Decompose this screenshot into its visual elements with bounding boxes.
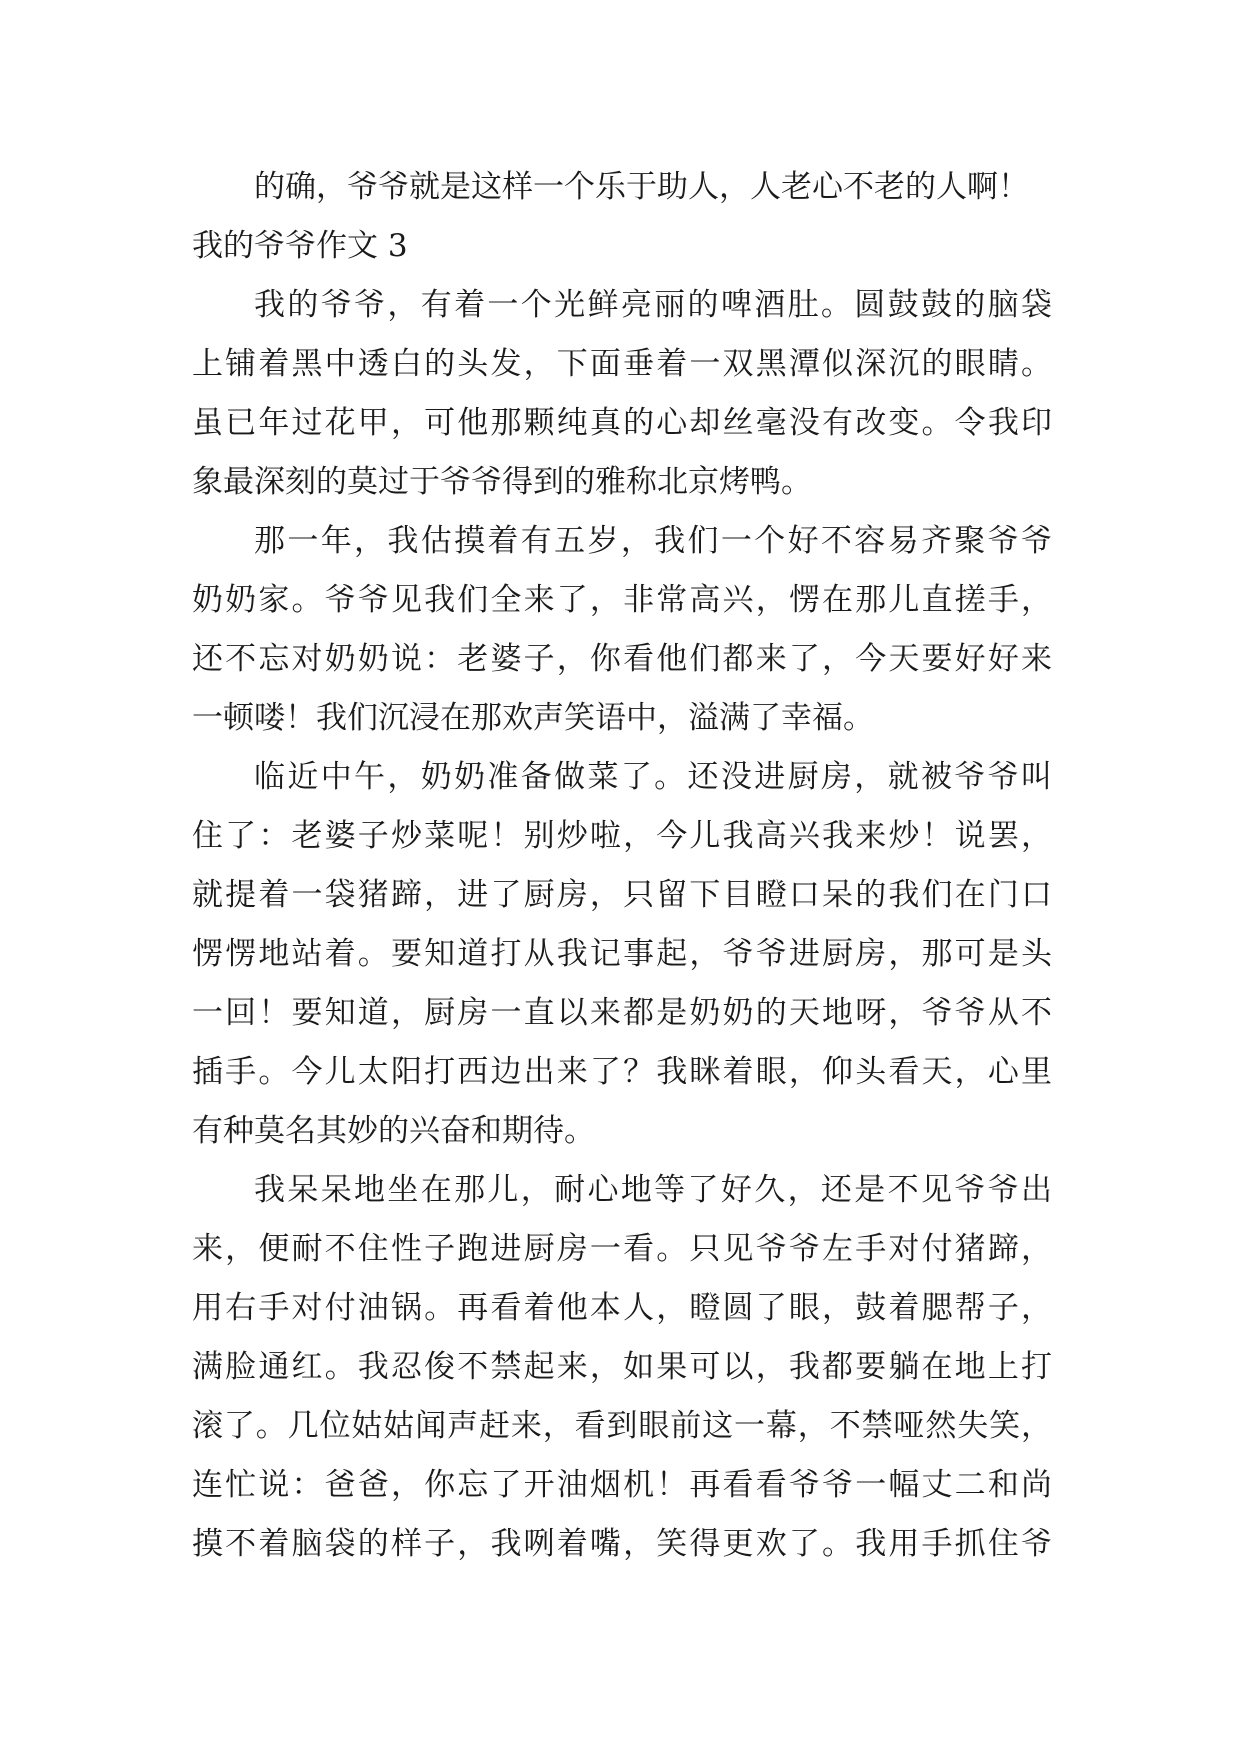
paragraph-line: 还不忘对奶奶说：老婆子，你看他们都来了，今天要好好来 <box>192 641 1052 677</box>
paragraph-line: 满脸通红。我忍俊不禁起来，如果可以，我都要躺在地上打 <box>192 1349 1052 1385</box>
paragraph-line: 有种莫名其妙的兴奋和期待。 <box>192 1113 595 1149</box>
paragraph-line: 上铺着黑中透白的头发，下面垂着一双黑潭似深沉的眼睛。 <box>192 346 1052 382</box>
essay-body <box>192 158 1052 1574</box>
paragraph-line: 奶奶家。爷爷见我们全来了，非常高兴，愣在那儿直搓手， <box>192 582 1052 618</box>
paragraph-line: 那一年，我估摸着有五岁，我们一个好不容易齐聚爷爷 <box>254 523 1052 559</box>
paragraph-line: 住了：老婆子炒菜呢！别炒啦，今儿我高兴我来炒！说罢， <box>192 818 1052 854</box>
paragraph-line: 愣愣地站着。要知道打从我记事起，爷爷进厨房，那可是头 <box>192 936 1052 972</box>
paragraph-line: 一顿喽！我们沉浸在那欢声笑语中，溢满了幸福。 <box>192 700 874 736</box>
paragraph-line: 插手。今儿太阳打西边出来了？我眯着眼，仰头看天，心里 <box>192 1054 1052 1090</box>
paragraph-line: 象最深刻的莫过于爷爷得到的雅称北京烤鸭。 <box>192 464 812 500</box>
paragraph-line: 摸不着脑袋的样子，我咧着嘴，笑得更欢了。我用手抓住爷 <box>192 1526 1052 1562</box>
paragraph-line: 就提着一袋猪蹄，进了厨房，只留下目瞪口呆的我们在门口 <box>192 877 1052 913</box>
paragraph-line: 临近中午，奶奶准备做菜了。还没进厨房，就被爷爷叫 <box>254 759 1052 795</box>
paragraph-line: 一回！要知道，厨房一直以来都是奶奶的天地呀，爷爷从不 <box>192 995 1052 1031</box>
paragraph-line: 滚了。几位姑姑闻声赶来，看到眼前这一幕，不禁哑然失笑， <box>192 1408 1052 1444</box>
paragraph-line: 我呆呆地坐在那儿，耐心地等了好久，还是不见爷爷出 <box>254 1172 1052 1208</box>
essay-title: 我的爷爷作文 3 <box>192 228 408 264</box>
paragraph-line: 的确，爷爷就是这样一个乐于助人，人老心不老的人啊！ <box>254 169 1029 205</box>
paragraph-line: 虽已年过花甲，可他那颗纯真的心却丝毫没有改变。令我印 <box>192 405 1052 441</box>
paragraph-line: 来，便耐不住性子跑进厨房一看。只见爷爷左手对付猪蹄， <box>192 1231 1052 1267</box>
paragraph-line: 连忙说：爸爸，你忘了开油烟机！再看看爷爷一幅丈二和尚 <box>192 1467 1052 1503</box>
paragraph-line: 我的爷爷，有着一个光鲜亮丽的啤酒肚。圆鼓鼓的脑袋 <box>254 287 1052 323</box>
paragraph-line: 用右手对付油锅。再看着他本人，瞪圆了眼，鼓着腮帮子， <box>192 1290 1052 1326</box>
